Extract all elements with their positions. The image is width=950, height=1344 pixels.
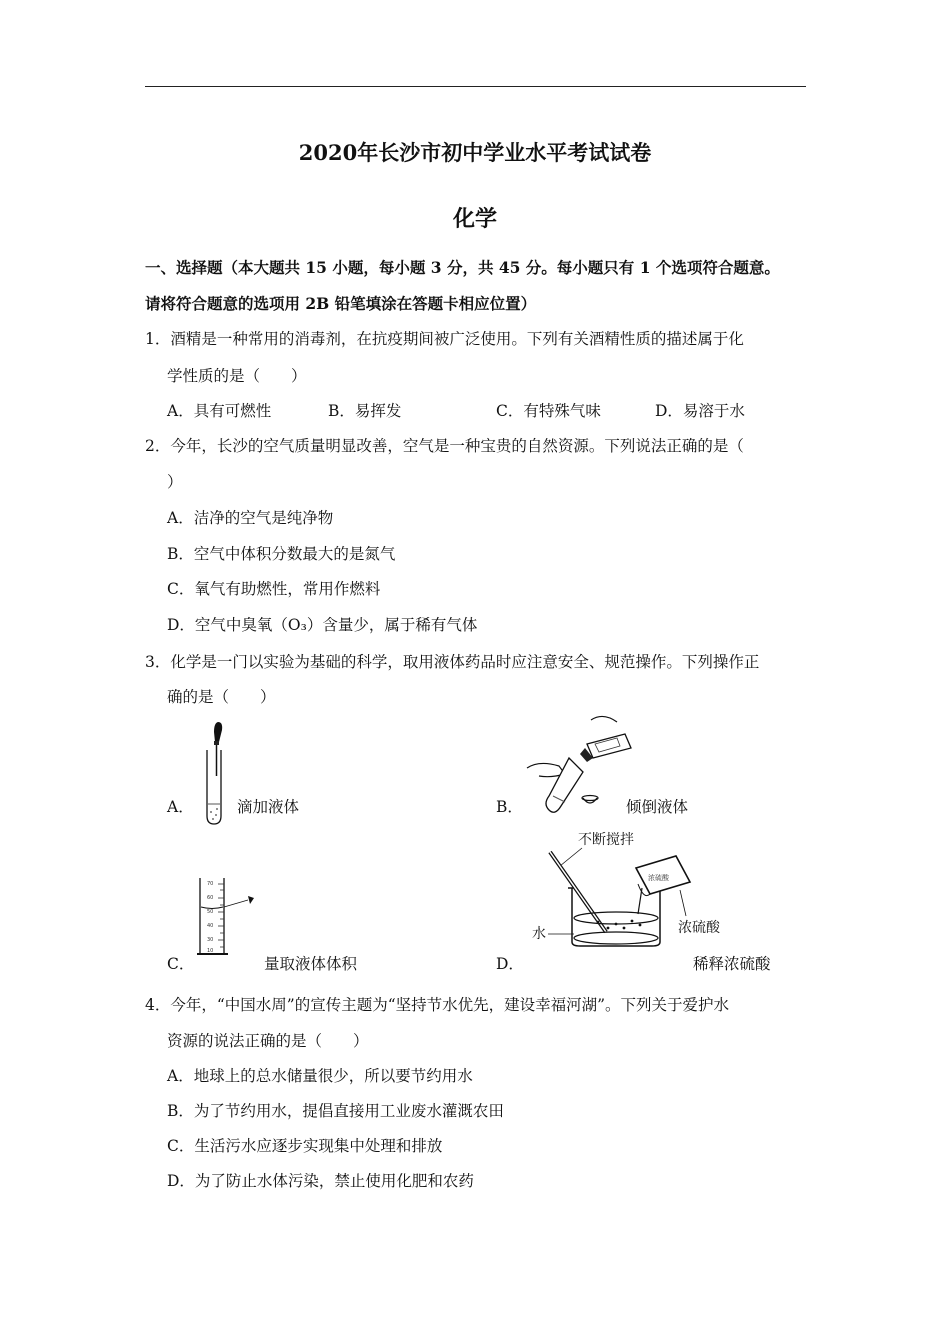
q3-option-d-caption: 稀释浓硫酸	[693, 955, 771, 973]
q2-option-c: C．氧气有助燃性，常用作燃料	[167, 580, 381, 598]
hand-top	[591, 716, 617, 722]
test-tube-tilted	[546, 758, 583, 812]
q4-stem-cont: 资源的说法正确的是（ ）	[167, 1032, 369, 1050]
q1-option-a: A．具有可燃性	[167, 402, 272, 420]
figure-dropping-liquid	[195, 720, 235, 830]
exam-title: 2020年长沙市初中学业水平考试试卷	[298, 140, 652, 165]
q4-option-d: D．为了防止水体污染，禁止使用化肥和农药	[167, 1172, 474, 1190]
q3-option-a-letter: A．	[167, 798, 194, 816]
figure-measuring-cylinder	[196, 870, 266, 960]
q3-option-d-letter: D．	[496, 955, 524, 973]
svg-text:40: 40	[207, 923, 214, 929]
section-heading: 一、选择题（本大题共 15 小题，每小题 3 分，共 45 分。每小题只有 1 个选项符合题意。	[145, 258, 780, 277]
svg-text:浓硫酸: 浓硫酸	[648, 874, 669, 882]
figure-diluting-acid	[520, 828, 720, 953]
q3-stem-cont: 确的是（ ）	[167, 688, 276, 706]
q3-option-b-letter: B．	[496, 798, 523, 816]
svg-text:70: 70	[207, 881, 214, 887]
q2-stem-cont: ）	[167, 473, 183, 491]
acid-stream	[638, 888, 642, 914]
q2-option-d: D．空气中臭氧（O₃）含量少，属于稀有气体	[167, 616, 478, 634]
q1-option-d: D．易溶于水	[655, 402, 745, 420]
q4-stem: 4．今年，“中国水周”的宣传主题为“坚持节水优先，建设幸福河湖”。下列关于爱护水	[145, 996, 730, 1014]
hand-bottom	[527, 763, 565, 776]
q1-stem-cont: 学性质的是（ ）	[167, 367, 307, 385]
svg-text:60: 60	[207, 895, 214, 901]
label-acid: 浓硫酸	[678, 920, 720, 936]
beaker	[572, 888, 660, 946]
q1-option-c: C．有特殊气味	[496, 402, 601, 420]
label-stir: 不断搅拌	[578, 832, 634, 848]
label-water: 水	[532, 926, 546, 942]
q3-option-b-caption: 倾倒液体	[626, 798, 689, 816]
eye-icon	[248, 896, 254, 904]
q3-option-c-letter: C．	[167, 955, 195, 973]
q3-option-a-caption: 滴加液体	[237, 798, 300, 816]
q3-stem: 3．化学是一门以实验为基础的科学，取用液体药品时应注意安全、规范操作。下列操作正	[145, 653, 760, 671]
header-rule	[145, 86, 806, 87]
test-tube	[207, 750, 221, 824]
sight-line	[224, 900, 248, 907]
q2-option-b: B．空气中体积分数最大的是氮气	[167, 545, 396, 563]
q2-option-a: A．洁净的空气是纯净物	[167, 509, 334, 527]
q4-option-a: A．地球上的总水储量很少，所以要节约用水	[167, 1067, 473, 1085]
svg-text:30: 30	[207, 937, 214, 943]
section-heading-cont: 请将符合题意的选项用 2B 铅笔填涂在答题卡相应位置）	[145, 294, 537, 313]
dropper-bulb	[214, 722, 222, 742]
q3-option-c-caption: 量取液体体积	[264, 955, 358, 973]
q2-stem: 2．今年，长沙的空气质量明显改善，空气是一种宝贵的自然资源。下列说法正确的是（	[145, 437, 744, 455]
q1-option-b: B．易挥发	[328, 402, 402, 420]
meniscus	[201, 907, 223, 909]
q4-option-b: B．为了节约用水，提倡直接用工业废水灌溉农田	[167, 1102, 504, 1120]
subject-title: 化学	[452, 206, 497, 232]
q4-option-c: C．生活污水应逐步实现集中处理和排放	[167, 1137, 443, 1155]
svg-text:50: 50	[207, 909, 214, 915]
q1-stem: 1．酒精是一种常用的消毒剂，在抗疫期间被广泛使用。下列有关酒精性质的描述属于化	[145, 330, 744, 348]
svg-text:10: 10	[207, 948, 214, 954]
